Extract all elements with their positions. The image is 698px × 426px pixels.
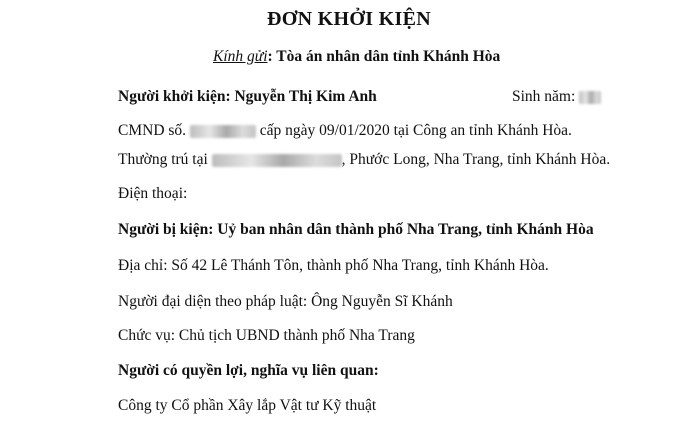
plaintiff-line: Người khởi kiện: Nguyễn Thị Kim Anh [118,88,377,105]
representative-line: Người đại diện theo pháp luật: Ông Nguyễn Sĩ Khánh [118,293,453,310]
addressee-line [213,48,500,66]
birth-year-label: Sinh năm: [512,88,576,105]
redacted-residence [212,154,342,167]
address-line: Địa chỉ: Số 42 Lê Thánh Tôn, thành phố Nha Trang, tỉnh Khánh Hòa. [118,257,549,274]
redacted-id-number [190,125,256,138]
addressee-text: : Tòa án nhân dân tỉnh Khánh Hòa [267,48,501,65]
residence-prefix: Thường trú tại [118,151,208,168]
document-title: ĐƠN KHỞI KIỆN [267,8,431,30]
id-card-line [118,122,572,140]
id-card-suffix: cấp ngày 09/01/2020 tại Công an tỉnh Khánh Hòa. [259,122,572,139]
position-line: Chức vụ: Chủ tịch UBND thành phố Nha Trang [118,327,415,344]
residence-suffix: , Phước Long, Nha Trang, tỉnh Khánh Hòa. [341,151,611,168]
related-party-heading: Người có quyền lợi, nghĩa vụ liên quan: [118,362,379,379]
related-company-line: Công ty Cổ phần Xây lắp Vật tư Kỹ thuật [118,397,377,414]
id-card-prefix: CMND số. [118,122,187,139]
addressee-prefix: Kính gửi [213,48,268,65]
redacted-birth-year [579,91,601,104]
defendant-line: Người bị kiện: Uỷ ban nhân dân thành phố Nha Trang, tỉnh Khánh Hòa [118,221,594,238]
residence-line [118,151,610,169]
phone-line: Điện thoại: [118,185,188,202]
birth-year-line [512,88,601,106]
